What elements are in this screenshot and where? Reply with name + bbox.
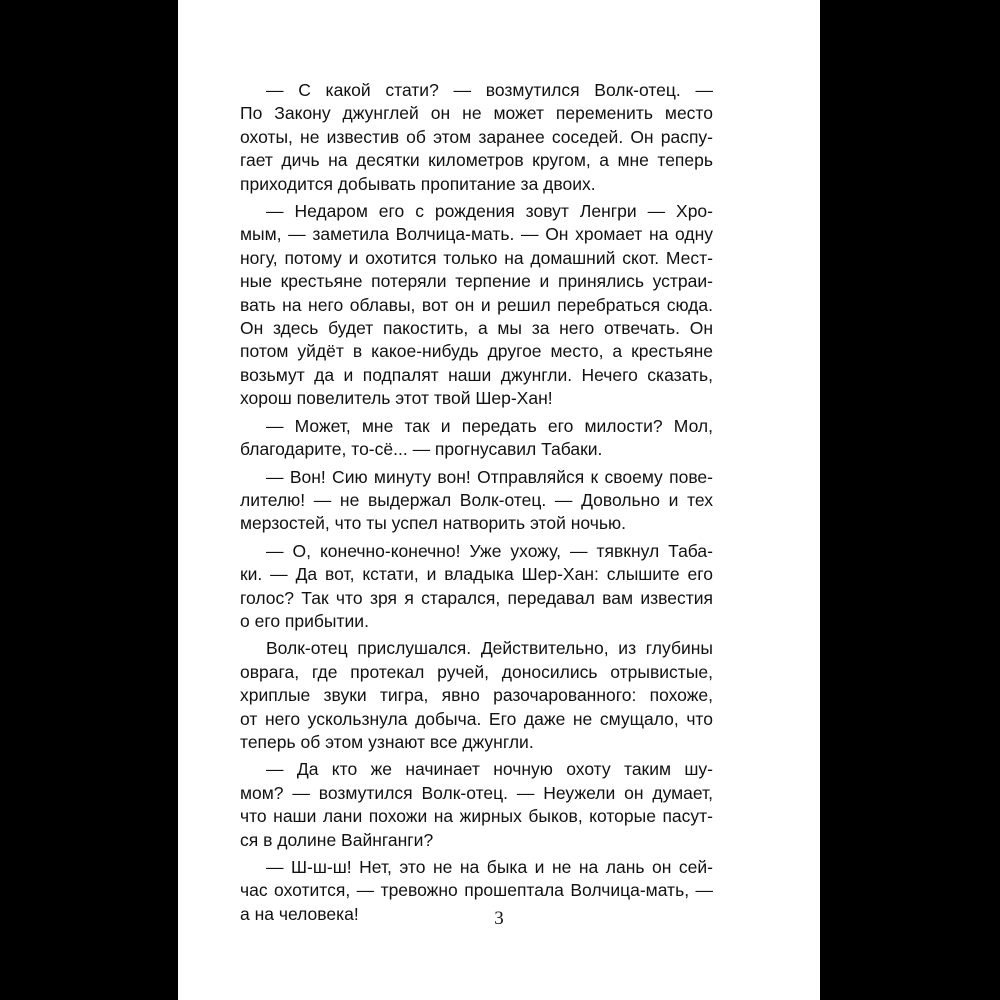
text-line: о его прибытии. <box>240 610 369 631</box>
text-line: потом уйдёт в какое-нибудь другое место, а крестьяне <box>240 341 713 362</box>
text-line: — Да кто же начинает ночную охоту таким шу- <box>266 759 713 780</box>
text-line: ногу, потому и охотится только на домашний скот. Мест- <box>240 247 713 268</box>
paragraph <box>240 758 713 852</box>
text-line: Он здесь будет пакостить, а мы за него отвечать. Он <box>240 318 713 339</box>
text-line: — Вон! Сию минуту вон! Отправляйся к своему пове- <box>266 466 713 487</box>
text-line: приходится добывать пропитание за двоих. <box>240 173 596 194</box>
paragraph <box>240 466 713 536</box>
paragraph <box>240 79 713 196</box>
page-number: 3 <box>494 908 504 929</box>
text-line: мым, — заметила Волчица-мать. — Он хромает на одну <box>240 224 713 245</box>
text-line: гает дичь на десятки километров кругом, а мне теперь <box>240 150 713 171</box>
text-line: ные крестьяне потеряли терпение и принялись устраи- <box>240 271 713 292</box>
book-page <box>178 0 820 1000</box>
text-line: мом? — возмутился Волк-отец. — Неужели он думает, <box>240 782 713 803</box>
text-line: хриплые звуки тигра, явно разочарованного: похоже, <box>240 685 713 706</box>
text-line: оврага, где протекал ручей, доносились отрывистые, <box>240 661 713 682</box>
text-line: — Может, мне так и передать его милости? Мол, <box>266 415 713 436</box>
text-line: от него ускользнула добыча. Его даже не смущало, что <box>240 708 713 729</box>
text-line: голос? Так что зря я старался, передавал вам известия <box>240 587 713 608</box>
text-line: Волк-отец прислушался. Действительно, из глубины <box>266 638 713 659</box>
text-line: По Закону джунглей он не может переменить место <box>240 103 713 124</box>
text-line: благодарите, то-сё... — прогнусавил Табаки. <box>240 439 603 460</box>
text-line: теперь об этом узнают все джунгли. <box>240 731 534 752</box>
text-line: возьмут да и подпалят наши джунгли. Нечего сказать, <box>240 364 713 385</box>
text-line: что наши лани похожи на жирных быков, которые пасут- <box>240 806 713 827</box>
text-line: — Недаром его с рождения зовут Ленгри — Хро- <box>266 201 713 222</box>
text-line: мерзостей, что ты успел натворить этой ночью. <box>240 513 626 534</box>
text-line: а на человека! <box>240 903 359 924</box>
text-line: вать на него облавы, вот он и решил перебраться сюда. <box>240 294 713 315</box>
paragraph <box>240 540 713 634</box>
text-line: — С какой стати? — возмутился Волк-отец. — <box>266 80 713 100</box>
text-line: хорош повелитель этот твой Шер-Хан! <box>240 388 553 409</box>
text-line: час охотится, — тревожно прошептала Волчица-мать, — <box>240 880 713 901</box>
paragraph <box>240 637 713 754</box>
text-line: — Ш-ш-ш! Нет, это не на быка и не на лань он сей- <box>266 857 713 877</box>
text-line: — О, конечно-конечно! Уже ухожу, — тявкнул Таба- <box>266 540 713 561</box>
paragraph <box>240 415 713 462</box>
text-line: ся в долине Вайнганги? <box>240 829 434 850</box>
text-line: лителю! — не выдержал Волк-отец. — Довольно и тех <box>240 489 713 510</box>
text-line: охоты, не известив об этом заранее соседей. Он распу- <box>240 126 713 147</box>
body-text <box>240 79 713 930</box>
paragraph <box>240 200 713 411</box>
text-line: ки. — Да вот, кстати, и владыка Шер-Хан: слышите его <box>240 564 713 585</box>
